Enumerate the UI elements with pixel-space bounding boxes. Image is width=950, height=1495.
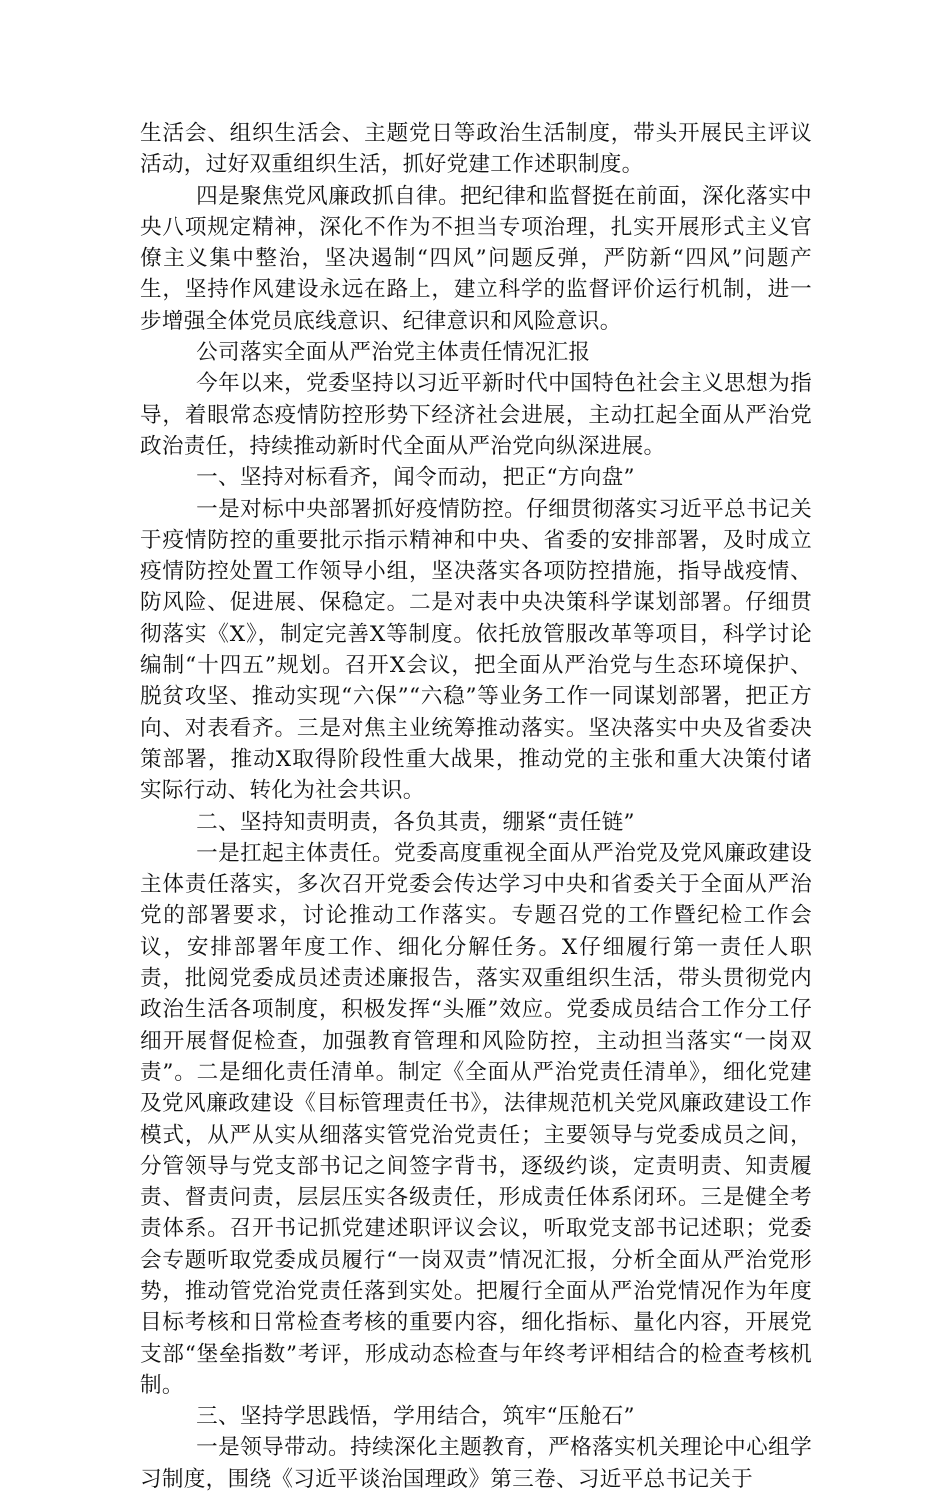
- paragraph-section-3: 一是领导带动。持续深化主题教育，严格落实机关理论中心组学习制度，围绕《习近平谈治国理政》第三卷、习近平总书记关于: [140, 1435, 812, 1492]
- paragraph-section-1: 一是对标中央部署抓好疫情防控。仔细贯彻落实习近平总书记关于疫情防控的重要批示指示精神和中央、省委的安排部署，及时成立疫情防控处置工作领导小组，坚决落实各项防控措施，指导战疫情、防风险、促进展、保稳定。二是对表中央决策科学谋划部署。仔细贯彻落实《X》，制定完善X等制度。依托放管服改革等项目，科学讨论编制“十四五”规划。召开X会议，把全面从严治党与生态环境保护、脱贫攻坚、推动实现“六保”“六稳”等业务工作一同谋划部署，把正方向、对表看齐。三是对焦主业统筹推动落实。坚决落实中央及省委决策部署，推动X取得阶段性重大战果，推动党的主张和重大决策付诸实际行动、转化为社会共识。: [140, 496, 812, 804]
- document-body: [140, 118, 812, 1495]
- paragraph-intro: 今年以来，党委坚持以习近平新时代中国特色社会主义思想为指导，着眼常态疫情防控形势下经济社会进展，主动扛起全面从严治党政治责任，持续推动新时代全面从严治党向纵深进展。: [140, 371, 812, 459]
- section-title: 公司落实全面从严治党主体责任情况汇报: [196, 340, 591, 366]
- paragraph-2: 四是聚焦党风廉政抓自律。把纪律和监督挺在前面，深化落实中央八项规定精神，深化不作为不担当专项治理，扎实开展形式主义官僚主义集中整治，坚决遏制“四风”问题反弹，严防新“四风”问题产生，坚持作风建设永远在路上，建立科学的监督评价运行机制，进一步增强全体党员底线意识、纪律意识和风险意识。: [140, 183, 812, 334]
- paragraph-section-2: 一是扛起主体责任。党委高度重视全面从严治党及党风廉政建设主体责任落实，多次召开党委会传达学习中央和省委关于全面从严治党的部署要求，讨论推动工作落实。专题召党的工作暨纪检工作会议，安排部署年度工作、细化分解任务。X仔细履行第一责任人职责，批阅党委成员述责述廉报告，落实双重组织生活，带头贯彻党内政治生活各项制度，积极发挥“头雁”效应。党委成员结合工作分工仔细开展督促检查，加强教育管理和风险防控，主动担当落实“一岗双责”。二是细化责任清单。制定《全面从严治党责任清单》，细化党建及党风廉政建设《目标管理责任书》，法律规范机关党风廉政建设工作模式，从严从实从细落实管党治党责任；主要领导与党委成员之间，分管领导与党支部书记之间签字背书，逐级约谈，定责明责、知责履责、督责问责，层层压实各级责任，形成责任体系闭环。三是健全考责体系。召开书记抓党建述职评议会议，听取党支部书记述职；党委会专题听取党委成员履行“一岗双责”情况汇报，分析全面从严治党形势，推动管党治党责任落到实处。把履行全面从严治党情况作为年度目标考核和日常检查考核的重要内容，细化指标、量化内容，开展党支部“堡垒指数”考评，形成动态检查与年终考评相结合的检查考核机制。: [140, 840, 812, 1398]
- heading-1: 一、坚持对标看齐，闻令而动，把正“方向盘”: [196, 465, 635, 491]
- heading-3: 三、坚持学思践悟，学用结合，筑牢“压舱石”: [196, 1404, 635, 1430]
- paragraph-1: 生活会、组织生活会、主题党日等政治生活制度，带头开展民主评议活动，过好双重组织生活，抓好党建工作述职制度。: [140, 121, 812, 178]
- heading-2: 二、坚持知责明责，各负其责，绷紧“责任链”: [196, 809, 635, 835]
